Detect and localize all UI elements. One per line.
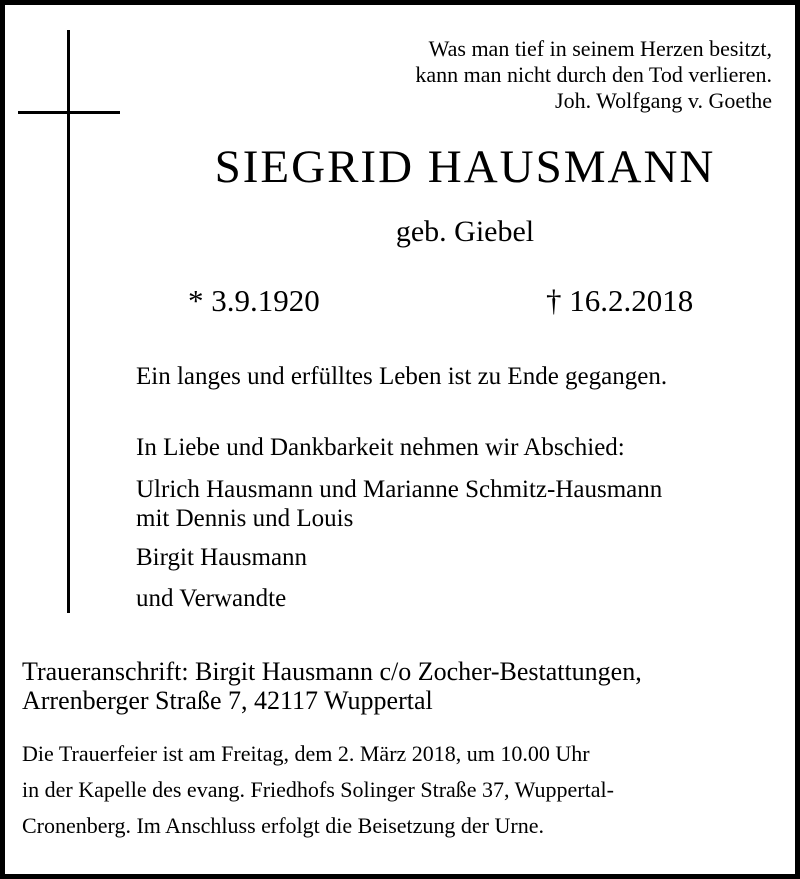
service-line-3: Cronenberg. Im Anschluss erfolgt die Beisetzung der Urne. (22, 813, 544, 838)
birth-date: * 3.9.1920 (188, 283, 320, 318)
death-date: † 16.2.2018 (546, 283, 694, 318)
mourner-line-3: Birgit Hausmann (136, 544, 308, 571)
cross-vertical-bar (67, 30, 70, 613)
born-name: geb. Giebel (395, 215, 535, 248)
goethe-quote (415, 36, 772, 114)
address-line-1: Traueranschrift: Birgit Hausmann c/o Zocher-Bestattungen, (22, 657, 642, 686)
mourner-line-1: Ulrich Hausmann und Marianne Schmitz-Hausmann (136, 476, 663, 503)
service-line-2: in der Kapelle des evang. Friedhofs Solinger Straße 37, Wuppertal- (22, 777, 614, 802)
mourner-line-4: und Verwandte (136, 585, 287, 612)
life-message: Ein langes und erfülltes Leben ist zu Ende gegangen. (136, 363, 668, 390)
mourners-intro: In Liebe und Dankbarkeit nehmen wir Abschied: (136, 434, 625, 461)
deceased-name: SIEGRID HAUSMANN (214, 141, 716, 193)
address-line-2: Arrenberger Straße 7, 42117 Wuppertal (22, 686, 433, 715)
service-line-1: Die Trauerfeier ist am Freitag, dem 2. März 2018, um 10.00 Uhr (22, 741, 590, 766)
mourner-line-2: mit Dennis und Louis (136, 505, 354, 532)
quote-line-2: kann man nicht durch den Tod verlieren. (415, 62, 772, 87)
cross-horizontal-bar (18, 111, 120, 114)
quote-author: Joh. Wolfgang v. Goethe (555, 88, 772, 113)
quote-line-1: Was man tief in seinem Herzen besitzt, (428, 36, 772, 61)
